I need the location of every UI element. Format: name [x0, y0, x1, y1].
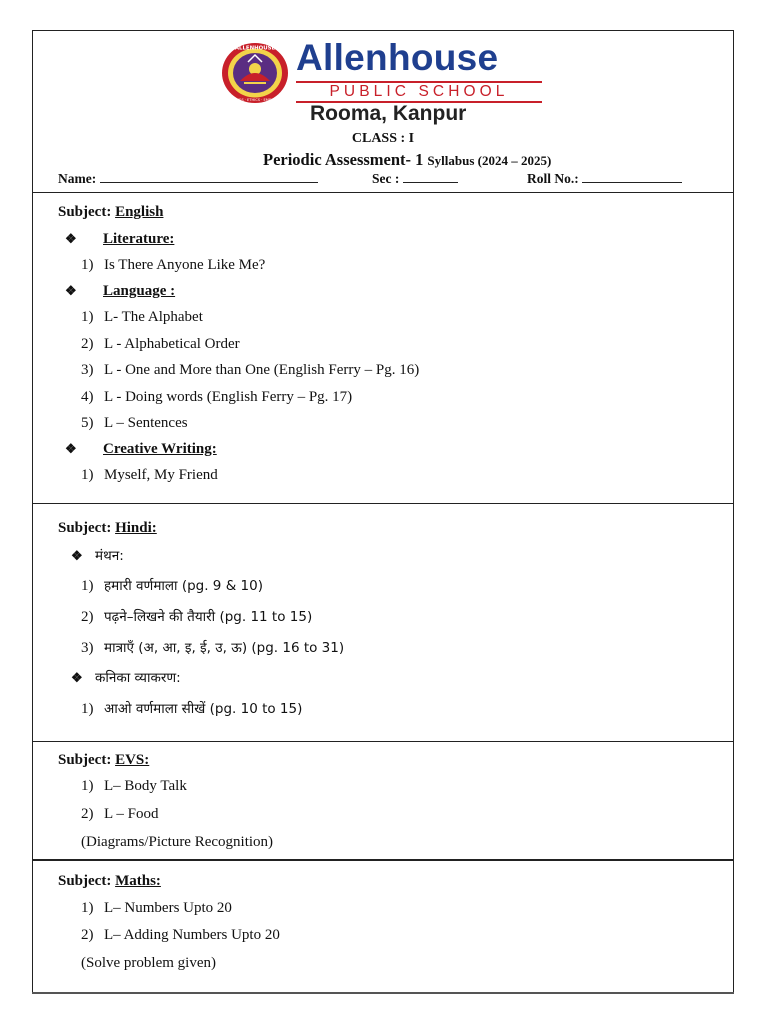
item-text: L – Food [104, 806, 159, 822]
subject-name: English [115, 204, 164, 220]
school-logo [220, 39, 560, 125]
item-text: L– Adding Numbers Upto 20 [104, 927, 280, 943]
language-heading [65, 283, 175, 300]
section-field [372, 170, 458, 187]
item-text: मात्राएँ (अ, आ, इ, ई, उ, ऊ) (pg. 16 to 31) [104, 640, 345, 656]
item-text: L - One and More than One (English Ferry – Pg. 16) [104, 362, 420, 378]
creative-writing-heading [65, 441, 217, 458]
list-item [81, 415, 188, 432]
item-number: 1) [81, 257, 94, 273]
list-item [81, 806, 158, 823]
item-text: L– Numbers Upto 20 [104, 900, 232, 916]
brand-subtitle: PUBLIC SCHOOL [329, 83, 509, 100]
subject-name: Maths: [115, 873, 161, 889]
seal-bottom-text: VALUES · ETHICS · EMPATHY [229, 98, 281, 102]
literature-label: Literature: [103, 231, 175, 247]
list-item [81, 309, 203, 326]
name-blank[interactable] [100, 170, 318, 183]
list-item [81, 389, 352, 406]
item-number: 1) [81, 701, 94, 717]
list-item [81, 638, 344, 657]
item-number: 2) [81, 609, 94, 625]
roll-label: Roll No.: [527, 171, 579, 186]
class-line: CLASS : I [351, 131, 415, 146]
diamond-bullet-icon: ❖ [65, 283, 77, 298]
list-item [81, 778, 187, 795]
subject-label: Subject: [58, 520, 112, 536]
name-label: Name: [58, 171, 97, 186]
diamond-bullet-icon: ❖ [65, 441, 77, 456]
literature-heading [65, 231, 174, 248]
seal-top-text: ALLENHOUSE [234, 45, 276, 52]
item-text: L - Alphabetical Order [104, 336, 240, 352]
subject-name: Hindi: [115, 520, 157, 536]
school-seal-icon [220, 41, 290, 105]
diamond-bullet-icon: ❖ [65, 231, 77, 246]
list-item [81, 699, 302, 718]
item-text: पढ़ने–लिखने की तैयारी (pg. 11 to 15) [104, 609, 313, 625]
item-text: L – Sentences [104, 415, 188, 431]
evs-section [33, 741, 733, 860]
name-field [58, 170, 318, 187]
item-number: 1) [81, 778, 94, 794]
item-text: L - Doing words (English Ferry – Pg. 17) [104, 389, 353, 405]
item-number: 4) [81, 389, 94, 405]
sheet-header [33, 31, 733, 192]
item-text: हमारी वर्णमाला (pg. 9 & 10) [104, 578, 263, 594]
hindi-section [33, 503, 733, 742]
maths-section [33, 859, 733, 995]
diamond-bullet-icon: ❖ [71, 670, 83, 685]
diamond-bullet-icon: ❖ [71, 548, 83, 563]
language-label: Language : [103, 283, 176, 299]
item-number: 2) [81, 927, 94, 943]
item-number: 1) [81, 900, 94, 916]
evs-note: (Diagrams/Picture Recognition) [81, 834, 274, 850]
brand-city: Rooma, Kanpur [310, 102, 467, 125]
item-text: Is There Anyone Like Me? [104, 257, 266, 273]
sec-label: Sec : [372, 171, 400, 186]
sec-blank[interactable] [403, 170, 458, 183]
roll-blank[interactable] [582, 170, 682, 183]
creative-writing-label: Creative Writing: [103, 441, 217, 457]
item-text: L- The Alphabet [104, 309, 203, 325]
evs-subject-heading [58, 752, 149, 769]
english-section [33, 192, 733, 504]
list-item [81, 900, 232, 917]
syllabus-year: Syllabus (2024 – 2025) [427, 153, 552, 168]
list-item [81, 927, 280, 944]
item-number: 1) [81, 309, 94, 325]
item-text: आओ वर्णमाला सीखें (pg. 10 to 15) [104, 701, 303, 717]
item-number: 3) [81, 362, 94, 378]
vyakaran-heading [71, 668, 181, 687]
assessment-line [263, 150, 551, 170]
maths-note: (Solve problem given) [81, 955, 216, 971]
item-number: 3) [81, 640, 94, 656]
assessment-title: Periodic Assessment- 1 [263, 150, 424, 169]
subject-name: EVS: [115, 752, 150, 768]
list-item [81, 362, 419, 379]
item-number: 5) [81, 415, 94, 431]
list-item [81, 607, 312, 626]
item-text: Myself, My Friend [104, 467, 218, 483]
item-number: 1) [81, 467, 94, 483]
hindi-subject-heading [58, 520, 157, 537]
subject-label: Subject: [58, 752, 112, 768]
bottom-rule [32, 992, 734, 994]
item-number: 2) [81, 336, 94, 352]
syllabus-sheet [32, 30, 734, 994]
manthan-heading [71, 546, 124, 565]
item-text: L– Body Talk [104, 778, 187, 794]
list-item [81, 257, 265, 274]
list-item [81, 336, 240, 353]
roll-field [527, 170, 682, 187]
vyakaran-label: कनिका व्याकरण: [95, 670, 181, 686]
english-subject-heading [58, 204, 163, 221]
subject-label: Subject: [58, 873, 112, 889]
brand-name: Allenhouse [296, 37, 499, 78]
list-item [81, 467, 218, 484]
manthan-label: मंथन: [95, 548, 124, 564]
maths-subject-heading [58, 873, 161, 890]
subject-label: Subject: [58, 204, 112, 220]
list-item [81, 576, 263, 595]
item-number: 2) [81, 806, 94, 822]
item-number: 1) [81, 578, 94, 594]
